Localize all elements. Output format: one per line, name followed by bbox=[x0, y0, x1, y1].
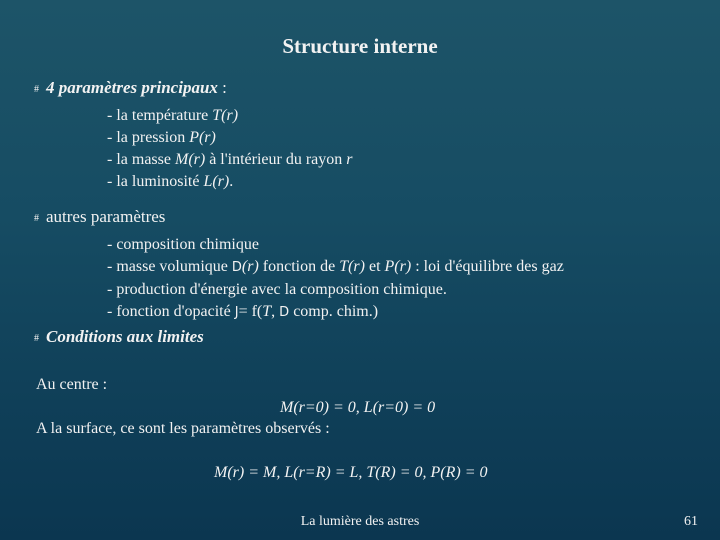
list-item: - masse volumique D(r) fonction de T(r) et P(r) : loi d'équilibre des gaz bbox=[107, 258, 564, 275]
heading-text: 4 paramètres principaux bbox=[46, 78, 218, 97]
other-parameters-list bbox=[107, 234, 564, 324]
section-heading-boundary-conditions bbox=[34, 327, 204, 347]
surface-equation: M(r) = M, L(r=R) = L, T(R) = 0, P(R) = 0 bbox=[214, 464, 488, 481]
list-item: - composition chimique bbox=[107, 236, 259, 253]
bullet-icon: # bbox=[34, 212, 39, 224]
footer-text: La lumière des astres bbox=[300, 514, 420, 529]
heading-suffix: : bbox=[217, 78, 227, 97]
list-item: - production d'énergie avec la composition chimique. bbox=[107, 281, 447, 298]
density-symbol-icon: D bbox=[231, 260, 242, 275]
list-item: - la température T(r) bbox=[107, 107, 239, 124]
list-item: - la pression P(r) bbox=[107, 129, 216, 146]
list-item: - fonction d'opacité J= f(T, D comp. chim.) bbox=[107, 303, 379, 320]
density-symbol-icon: D bbox=[279, 305, 290, 320]
centre-equation: M(r=0) = 0, L(r=0) = 0 bbox=[280, 399, 436, 416]
opacity-symbol-icon: J bbox=[234, 305, 239, 320]
list-item: - la masse M(r) à l'intérieur du rayon r bbox=[107, 151, 353, 168]
section-heading-main-parameters bbox=[34, 78, 227, 98]
slide-title: Structure interne bbox=[282, 34, 438, 58]
centre-label: Au centre : bbox=[36, 376, 108, 393]
main-parameters-list bbox=[107, 105, 353, 193]
heading-text: autres paramètres bbox=[46, 207, 166, 226]
bullet-icon: # bbox=[34, 332, 39, 344]
page-number: 61 bbox=[684, 514, 698, 529]
heading-text: Conditions aux limites bbox=[46, 327, 204, 346]
list-item: - la luminosité L(r). bbox=[107, 173, 234, 190]
bullet-icon: # bbox=[34, 83, 39, 95]
surface-label: A la surface, ce sont les paramètres observés : bbox=[36, 420, 330, 437]
section-heading-other-parameters bbox=[34, 207, 165, 227]
